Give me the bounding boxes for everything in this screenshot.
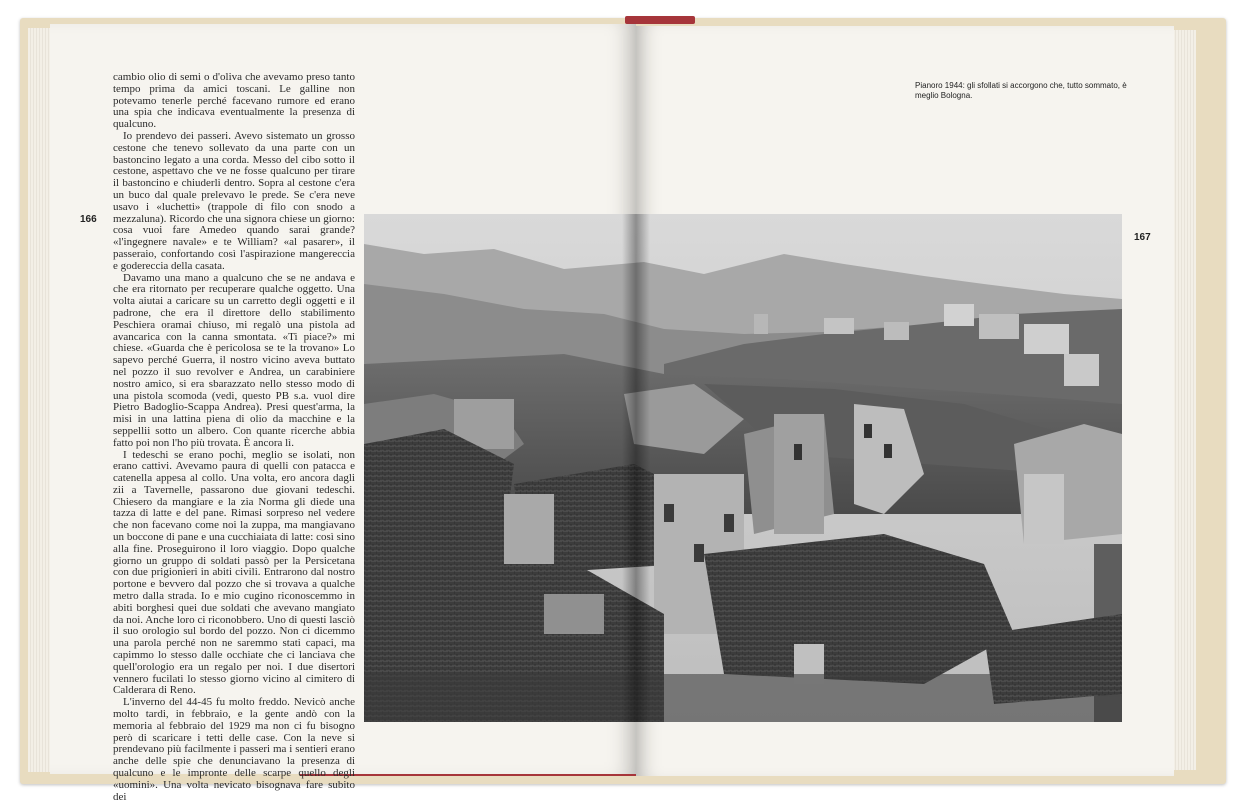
body-text-column (113, 72, 355, 803)
left-page-number: 166 (80, 214, 97, 225)
paragraph-4: I tedeschi se erano pochi, meglio se isolati, non erano cattivi. Avevamo paura di quelli con patacca e catenella appesa al collo. Una volta, ero ancora dagli zii a Tavernelle, passarono due giovani tedeschi. Chiesero da mangiare e la zia Norma gli diede una tazza di latte e del pane. Rimasi sorpreso nel vedere che non facevano come noi la zuppa, ma mangiavano un boccone di pane e una cucchiaiata di latte: così sino alla fine. Proseguirono il loro viaggio. Dopo qualche giorno un gruppo di soldati passò per la Persicetana con due prigionieri in abiti civili. Entrarono dal nostro portone e bevvero dal pozzo che si trovava a qualche metro dalla strada. Io e mio cugino riconoscemmo in abiti borghesi quei due soldati che avevano mangiato da noi. Anche loro ci riconobbero. Uno di questi lasciò il suo orologio sul bordo del pozzo. Non ci dicemmo una parola perché non ne saremmo stati capaci, ma capimmo lo stesso dalle occhiate che ci lanciava che quell'orologio era un regalo per noi. I due disertori vennero fucilati lo stesso giorno vicino al cimitero di Calderara di Reno. (113, 448, 355, 697)
right-page-number: 167 (1134, 232, 1151, 243)
paragraph-1: cambio olio di semi o d'oliva che avevamo preso tanto tempo prima da amici toscani. Le galline non potevamo tenerle perché facevano rumore ed erano una spia che indicava eventualmente la presenza di qualcuno. (113, 71, 355, 131)
paragraph-3: Davamo una mano a qualcuno che se ne andava e che era ritornato per recuperare qualche oggetto. Una volta aiutai a caricare su un carretto degli oggetti e il padrone, che era il direttore dello stabilimento Peschiera oramai chiuso, mi regalò una pistola ad avancarica con la canna smontata. «Ti piace?» mi chiese. «Guarda che è pericolosa se te la trovano» Lo sapevo perché Guerra, il nostro vicino aveva buttato nel pozzo il suo revolver e Andrea, un carabiniere nostro amico, si era sbarazzato nello stesso modo di una pistola scomoda (vedi, questo PB s.a. vuol dire Pietro Badoglio-Scappa Andrea). Presi quest'arma, la misi in una lattina piena di olio da macchine e la seppellii sotto un albero. Con quante ricerche abbia fatto poi non l'ho più trovata. È ancora lì. (113, 271, 355, 449)
paragraph-5: L'inverno del 44-45 fu molto freddo. Nevicò anche molto tardi, in febbraio, e la gente andò con la memoria al febbraio del 1929 ma non ci fu bisogno però di scaricare i tetti delle case. Con la neve si prendevano più facilmente i passeri ma i sentieri erano anche delle spie che denunciavano la presenza di qualcuno e le impronte delle scarpe quello degli «uomini». Una volta nevicato bisognava fare subito dei (113, 696, 355, 803)
war-ruins-photograph (364, 214, 1122, 722)
paragraph-2: Io prendevo dei passeri. Avevo sistemato un grosso cestone che tenevo sollevato da una parte con un bastoncino legato a una corda. Messo del cibo sotto il cestone, aspettavo che ve ne fosse qualcuno per tirare il bastoncino e chiuderli dentro. Sopra al cestone c'era un buco dal quale prelevavo le prede. Se c'era neve usavo i «luchetti» (trappole di filo con snodo a mezzaluna). Ricordo che una signora chiese un giorno: cosa vuoi fare Amedeo quando sarai grande? «l'ingegnere navale» e te William? «al pasarer», il passeraio, confortando così l'aspirazione mangereccia e godereccia della casata. (113, 129, 355, 272)
photo-caption: Pianoro 1944: gli sfollati si accorgono che, tutto sommato, è meglio Bologna. (915, 81, 1127, 100)
spine-top-red (625, 16, 695, 24)
photo-illustration (364, 214, 1122, 722)
